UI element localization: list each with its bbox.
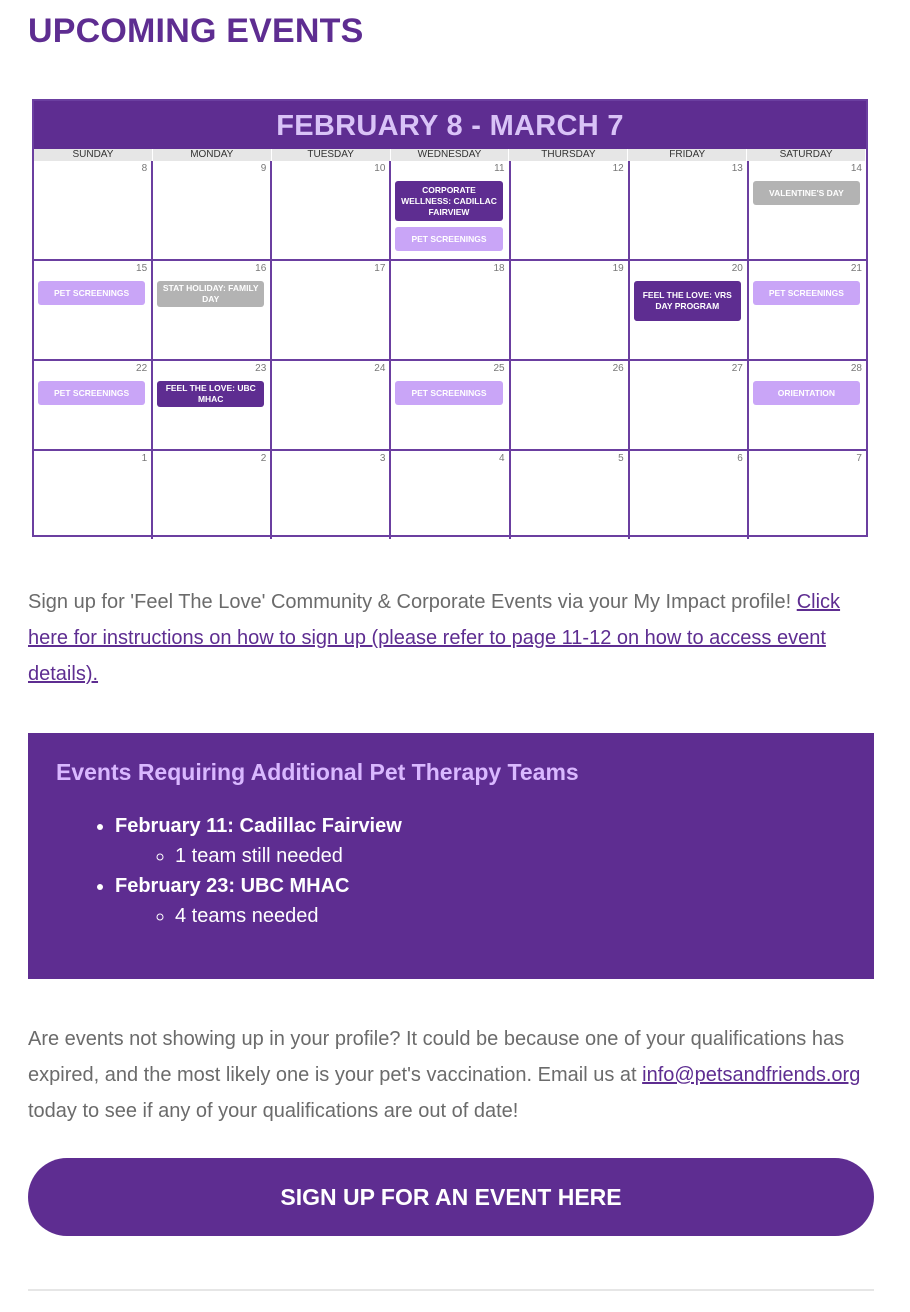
- signup-text: Sign up for 'Feel The Love' Community & Corporate Events via your My Impact profile!: [28, 591, 797, 613]
- day-number: 25: [493, 363, 505, 374]
- day-number: 23: [255, 363, 267, 374]
- team-count: ◦ 4 teams needed: [175, 901, 402, 931]
- day-number: 9: [260, 163, 267, 174]
- calendar-day-cell: [153, 361, 272, 449]
- teams-needed-title: Events Requiring Additional Pet Therapy Teams: [56, 759, 579, 785]
- calendar-week-row: [34, 259, 866, 359]
- calendar-event: PET SCREENINGS: [753, 281, 860, 305]
- weekday-label: SATURDAY: [747, 149, 866, 161]
- day-number: 5: [618, 453, 624, 464]
- teams-needed-box: [28, 733, 874, 979]
- calendar-day-cell: [749, 161, 866, 259]
- calendar-event: VALENTINE'S DAY: [753, 181, 860, 205]
- calendar-day-cell: [153, 451, 272, 539]
- calendar-day-cell: [630, 261, 749, 359]
- calendar-event: PET SCREENINGS: [395, 227, 502, 251]
- calendar-event: PET SCREENINGS: [38, 281, 145, 305]
- calendar-event: CORPORATE WELLNESS: CADILLAC FAIRVIEW: [395, 181, 502, 221]
- calendar-day-cell: [272, 161, 391, 259]
- calendar-day-cell: [749, 451, 866, 539]
- day-number: 18: [493, 263, 505, 274]
- day-number: 24: [374, 363, 386, 374]
- email-link[interactable]: info@petsandfriends.org: [642, 1064, 861, 1086]
- calendar-week-row: [34, 161, 866, 259]
- calendar-day-cell: [391, 261, 510, 359]
- notice-paragraph: [28, 1021, 868, 1129]
- calendar-event: STAT HOLIDAY: FAMILY DAY: [157, 281, 264, 307]
- calendar-day-cell: [391, 161, 510, 259]
- calendar-day-cell: [34, 161, 153, 259]
- day-number: 20: [731, 263, 743, 274]
- calendar-day-cell: [153, 161, 272, 259]
- day-number: 16: [255, 263, 267, 274]
- calendar-event: PET SCREENINGS: [38, 381, 145, 405]
- day-number: 1: [141, 453, 148, 464]
- day-number: 11: [494, 163, 505, 174]
- calendar-day-cell: [630, 451, 749, 539]
- event-calendar: [32, 99, 868, 537]
- day-number: 15: [136, 263, 148, 274]
- day-number: 7: [856, 453, 862, 464]
- calendar-day-cell: [391, 451, 510, 539]
- weekday-label: FRIDAY: [628, 149, 747, 161]
- day-number: 2: [260, 453, 267, 464]
- teams-needed-list: [28, 811, 402, 931]
- calendar-day-cell: [511, 261, 630, 359]
- day-number: 6: [737, 453, 743, 464]
- calendar-day-cell: [749, 361, 866, 449]
- calendar-day-cell: [511, 161, 630, 259]
- calendar-day-cell: [749, 261, 866, 359]
- calendar-day-cell: [630, 161, 749, 259]
- event-label: February 11: Cadillac Fairview: [115, 815, 402, 837]
- day-number: 10: [374, 163, 386, 174]
- signup-event-button[interactable]: SIGN UP FOR AN EVENT HERE: [28, 1158, 874, 1236]
- weekday-label: WEDNESDAY: [391, 149, 510, 161]
- calendar-week-row: [34, 359, 866, 449]
- calendar-title: FEBRUARY 8 - MARCH 7: [34, 101, 866, 149]
- notice-text-end: today to see if any of your qualifications are out of date!: [28, 1100, 519, 1122]
- calendar-day-cell: [630, 361, 749, 449]
- day-number: 28: [850, 363, 862, 374]
- calendar-event: FEEL THE LOVE: VRS DAY PROGRAM: [634, 281, 741, 321]
- signup-instructions-link[interactable]: Click here for instructions on how to sign up (please refer to page 11-12 on how to access event details).: [28, 591, 841, 685]
- calendar-day-cell: [391, 361, 510, 449]
- calendar-day-cell: [272, 361, 391, 449]
- calendar-grid: [34, 161, 866, 539]
- day-number: 19: [612, 263, 624, 274]
- calendar-day-cell: [511, 361, 630, 449]
- calendar-weekday-header: [34, 149, 866, 161]
- weekday-label: THURSDAY: [509, 149, 628, 161]
- day-number: 8: [141, 163, 148, 174]
- page-title: UPCOMING EVENTS: [28, 12, 364, 50]
- calendar-day-cell: [511, 451, 630, 539]
- calendar-week-row: [34, 449, 866, 539]
- calendar-day-cell: [272, 451, 391, 539]
- day-number: 17: [374, 263, 386, 274]
- day-number: 3: [379, 453, 386, 464]
- signup-paragraph: [28, 584, 878, 692]
- calendar-day-cell: [34, 261, 153, 359]
- day-number: 26: [612, 363, 624, 374]
- day-number: 4: [499, 453, 505, 464]
- weekday-label: SUNDAY: [34, 149, 153, 161]
- day-number: 14: [850, 163, 862, 174]
- calendar-day-cell: [153, 261, 272, 359]
- day-number: 22: [136, 363, 148, 374]
- day-number: 13: [731, 163, 743, 174]
- weekday-label: TUESDAY: [272, 149, 391, 161]
- calendar-day-cell: [272, 261, 391, 359]
- divider: [28, 1289, 874, 1291]
- list-item: [115, 871, 402, 931]
- event-label: February 23: UBC MHAC: [115, 875, 350, 897]
- team-count: ◦ 1 team still needed: [175, 841, 402, 871]
- day-number: 12: [612, 163, 624, 174]
- calendar-event: ORIENTATION: [753, 381, 860, 405]
- calendar-event: FEEL THE LOVE: UBC MHAC: [157, 381, 264, 407]
- list-item: [115, 811, 402, 871]
- calendar-day-cell: [34, 451, 153, 539]
- calendar-event: PET SCREENINGS: [395, 381, 502, 405]
- day-number: 21: [850, 263, 862, 274]
- day-number: 27: [731, 363, 743, 374]
- weekday-label: MONDAY: [153, 149, 272, 161]
- notice-text: Are events not showing up in your profile? It could be because one of your qualifications has expired, and the most likely one is your pet's vaccination. Email us at: [28, 1028, 845, 1086]
- calendar-day-cell: [34, 361, 153, 449]
